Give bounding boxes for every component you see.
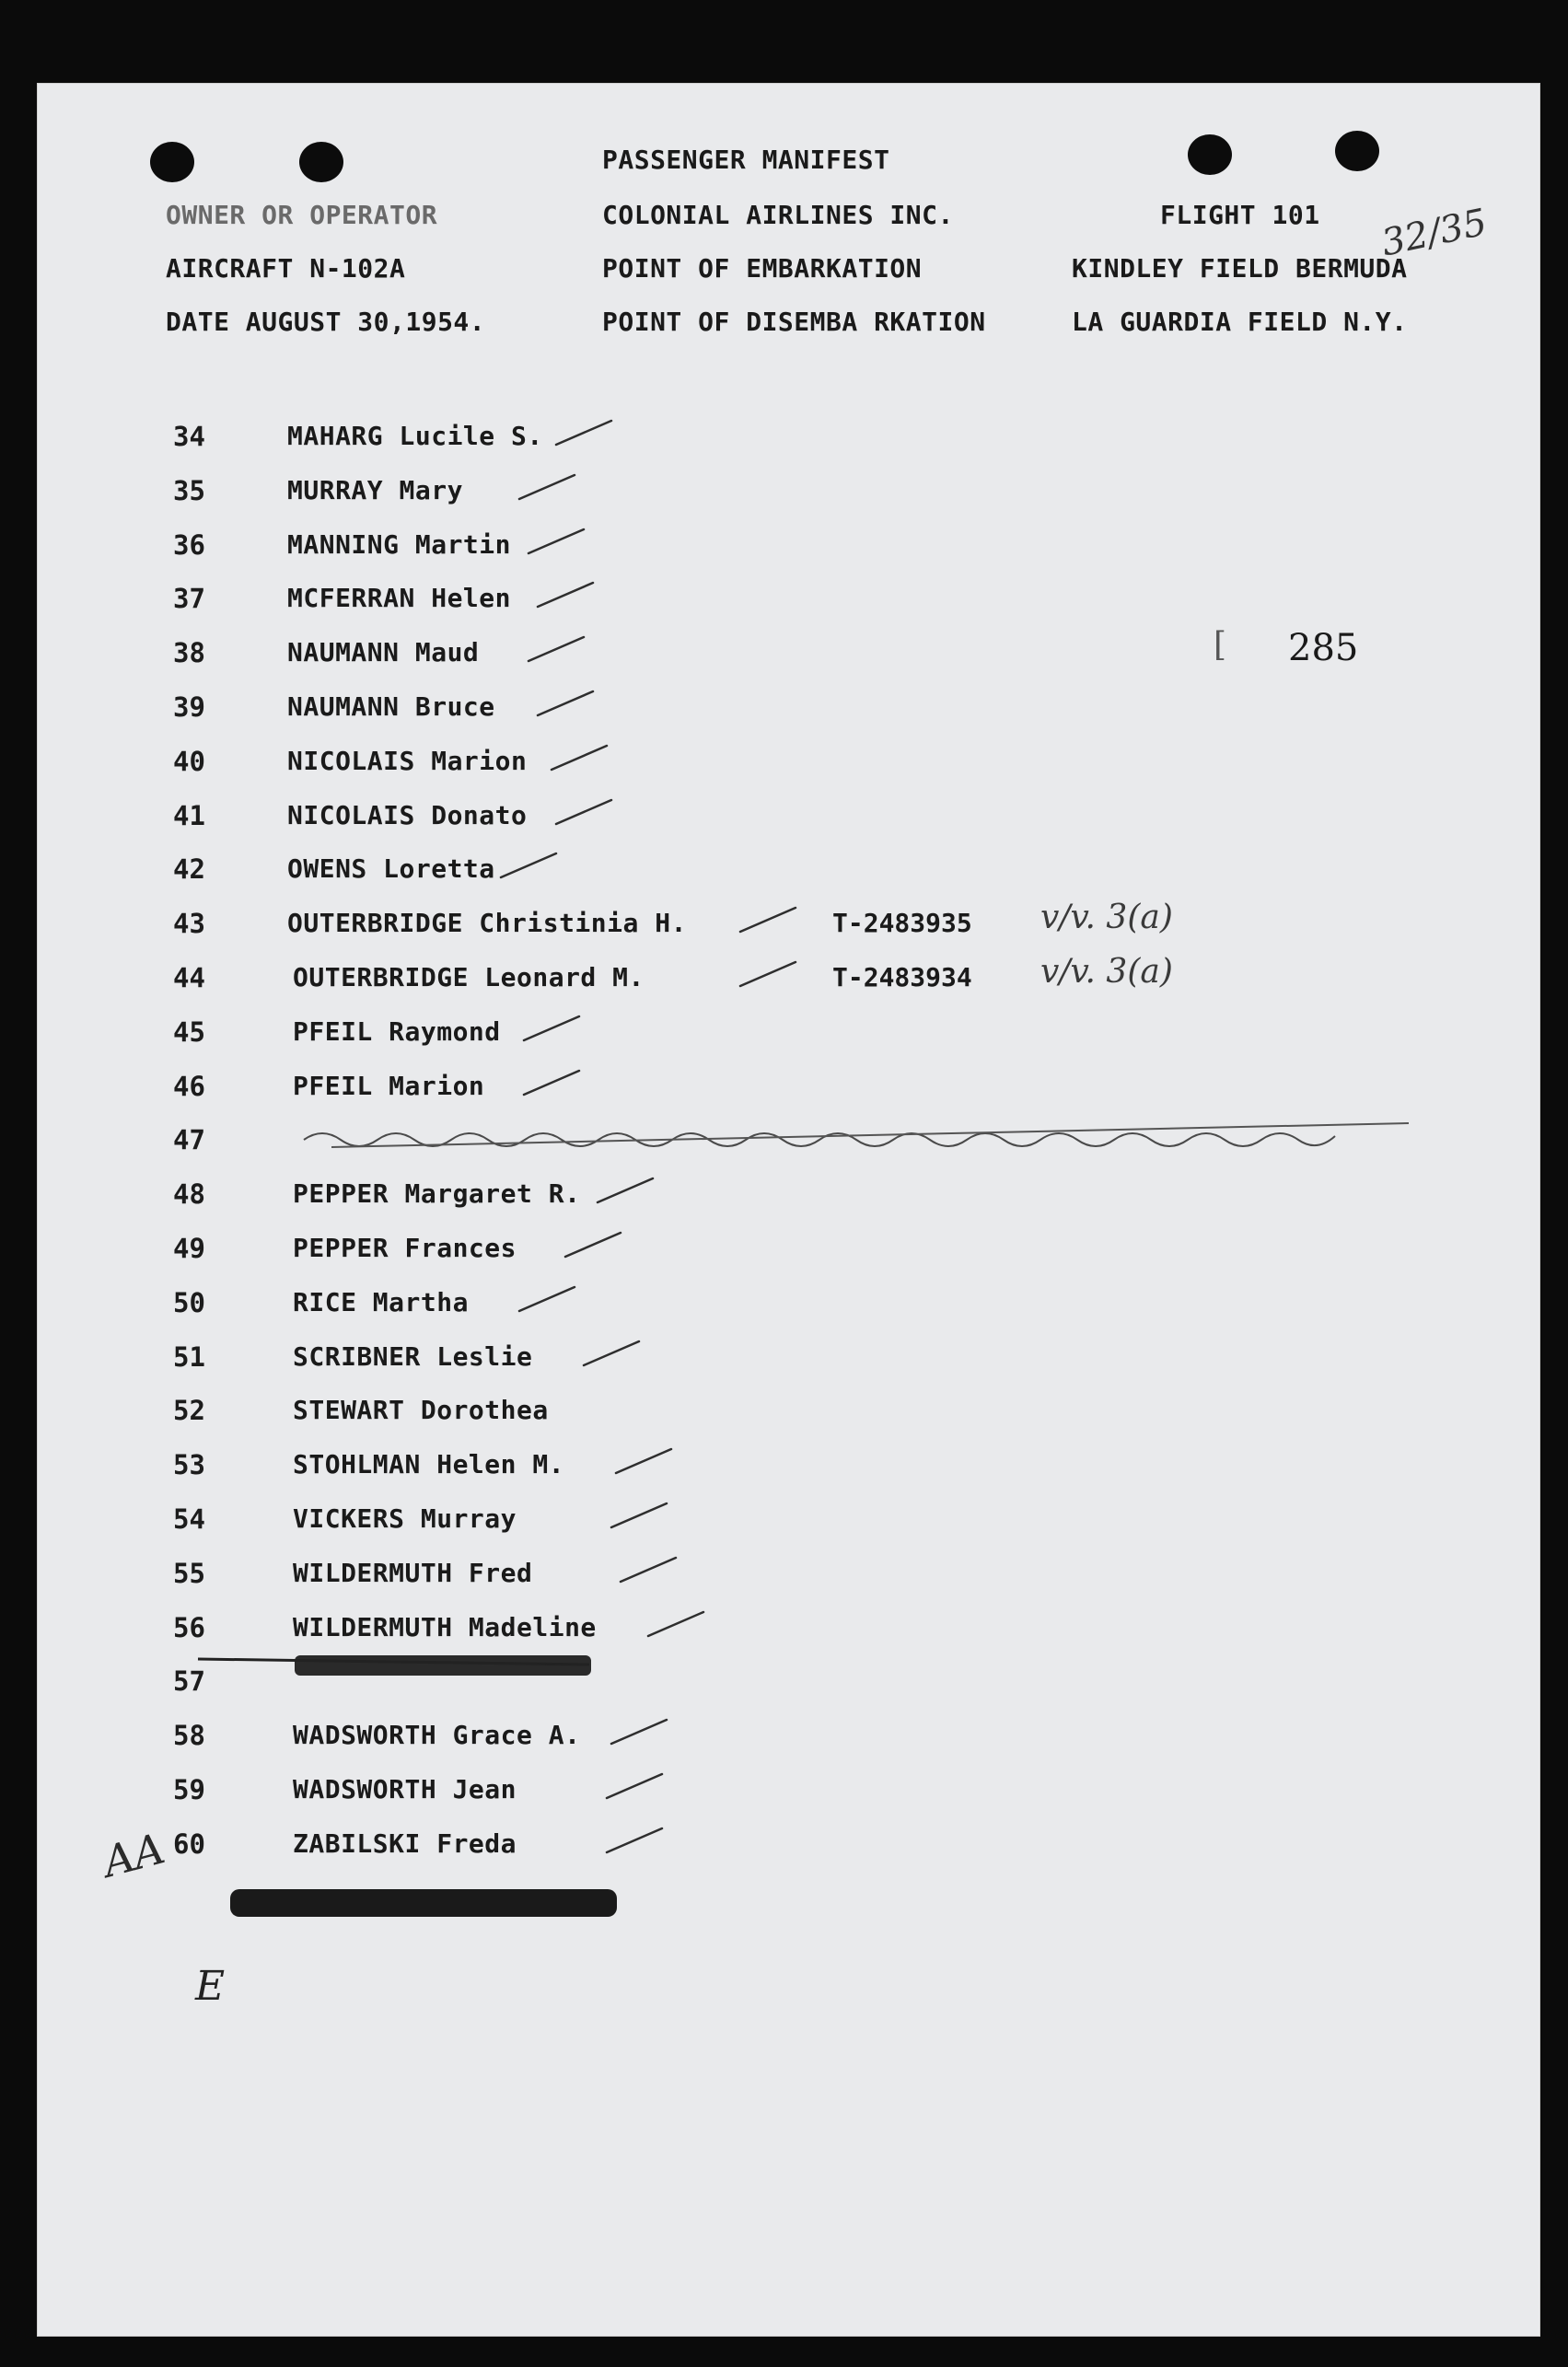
passenger-row [37,421,1540,458]
passenger-name: PFEIL Marion [293,1070,485,1101]
passenger-name: NAUMANN Bruce [287,691,495,722]
visa-note: v/v. 3(a) [1040,899,1173,937]
check-mark-icon [617,1550,681,1587]
passenger-row [37,1720,1540,1757]
passenger-row [37,1178,1540,1215]
passenger-name: NICOLAIS Marion [287,745,528,776]
passenger-name: RICE Martha [293,1286,469,1317]
passenger-row [37,1558,1540,1595]
passenger-number: 42 [173,853,205,886]
passenger-number: 43 [173,908,205,940]
passenger-number: 49 [173,1233,205,1264]
passenger-name: OUTERBRIDGE Christinia H. [287,908,687,939]
passenger-number: 36 [173,528,205,561]
row-61-redaction [230,1889,617,1917]
passenger-number: 53 [173,1449,205,1481]
check-mark-icon [548,738,612,775]
owner-value: COLONIAL AIRLINES INC. [602,200,954,230]
passenger-name: STOHLMAN Helen M. [293,1449,565,1480]
passenger-number: 38 [173,637,205,669]
passenger-number: 55 [173,1557,205,1589]
passenger-row [37,1612,1540,1649]
check-mark-icon [608,1712,672,1749]
passenger-row [37,1016,1540,1053]
check-mark-icon [608,1496,672,1533]
ticket-number: T-2483935 [832,908,972,939]
check-mark-icon [562,1225,626,1262]
passenger-row [37,953,1540,999]
passenger-row [37,853,1540,890]
flight-number: FLIGHT 101 [1160,200,1320,230]
disembarkation-label: POINT OF DISEMBA RKATION [602,307,986,337]
passenger-number: 46 [173,1070,205,1102]
punch-hole [150,142,194,182]
handwritten-corner-note: 32/35 [1377,201,1491,265]
embarkation-value: KINDLEY FIELD BERMUDA [1072,253,1408,284]
passenger-number: 54 [173,1503,205,1535]
passenger-row [37,1828,1540,1865]
passenger-row [37,1233,1540,1270]
check-mark-icon [534,684,598,721]
passenger-row [37,691,1540,728]
passenger-number: 41 [173,799,205,831]
check-mark-icon [516,468,580,505]
passenger-row [37,800,1540,837]
passenger-number: 60 [173,1827,205,1860]
passenger-number: 34 [173,421,205,452]
passenger-name: WADSWORTH Jean [293,1774,517,1804]
passenger-name: VICKERS Murray [293,1503,517,1534]
passenger-number: 51 [173,1340,205,1373]
check-mark-icon [534,575,598,612]
passenger-number: 57 [173,1665,205,1698]
passenger-number: 39 [173,691,205,723]
passenger-name: OUTERBRIDGE Leonard M. [293,962,645,992]
passenger-row [37,529,1540,566]
check-mark-icon [737,955,801,992]
passenger-number: 59 [173,1774,205,1805]
passenger-name: PEPPER Frances [293,1233,517,1263]
passenger-row [37,1124,1540,1161]
check-mark-icon [552,413,617,450]
passenger-number: 40 [173,745,205,777]
passenger-row [37,746,1540,783]
passenger-name: ZABILSKI Freda [293,1827,517,1859]
check-mark-icon [612,1442,677,1479]
check-mark-icon [737,900,801,937]
margin-initials: AA [98,1823,170,1887]
page-number: 285 [1288,627,1359,669]
punch-hole [1335,131,1379,171]
check-mark-icon [603,1821,668,1858]
passenger-number: 58 [173,1720,205,1752]
passenger-number: 52 [173,1395,205,1427]
visa-note: v/v. 3(a) [1040,953,1173,991]
check-mark-icon [497,846,562,883]
passenger-name: PFEIL Raymond [293,1015,501,1047]
passenger-row [37,1395,1540,1432]
flight-date: DATE AUGUST 30,1954. [166,307,486,337]
passenger-row [37,637,1540,674]
passenger-name: SCRIBNER Leslie [293,1340,533,1372]
punch-hole [1188,134,1232,175]
passenger-number: 37 [173,583,205,615]
passenger-name: NAUMANN Maud [287,637,480,668]
ticket-number: T-2483934 [832,962,972,992]
passenger-name: MCFERRAN Helen [287,583,512,614]
passenger-name: MANNING Martin [287,528,512,560]
passenger-row [37,1449,1540,1486]
passenger-row [37,1071,1540,1108]
passenger-name: MURRAY Mary [287,474,463,505]
passenger-row [37,1774,1540,1811]
check-mark-icon [525,522,589,559]
manifest-title: PASSENGER MANIFEST [602,145,890,175]
passenger-number: 44 [173,962,205,993]
passenger-name: STEWART Dorothea [293,1395,549,1426]
passenger-row [37,583,1540,620]
embarkation-label: POINT OF EMBARKATION [602,253,923,284]
manifest-page [37,83,1540,2337]
check-mark-icon [594,1171,658,1208]
passenger-name: PEPPER Margaret R. [293,1178,581,1210]
check-mark-icon [603,1767,668,1804]
passenger-name: WADSWORTH Grace A. [293,1720,581,1751]
passenger-row [37,1665,1540,1702]
passenger-name: NICOLAIS Donato [287,799,528,830]
passenger-number: 35 [173,474,205,506]
check-mark-icon [520,1063,585,1100]
passenger-name: WILDERMUTH Fred [293,1557,533,1588]
margin-mark: E [195,1963,226,2010]
passenger-number: 56 [173,1611,205,1643]
check-mark-icon [580,1334,645,1371]
punch-hole [299,142,343,182]
passenger-row [37,475,1540,512]
passenger-name: OWENS Loretta [287,853,495,885]
check-mark-icon [520,1009,585,1046]
owner-label: OWNER OR OPERATOR [166,200,438,230]
passenger-row [37,1503,1540,1540]
passenger-number: 47 [173,1124,205,1156]
check-mark-icon [525,630,589,667]
check-mark-icon [516,1280,580,1317]
check-mark-icon [645,1605,709,1642]
passenger-number: 50 [173,1286,205,1318]
passenger-number: 45 [173,1015,205,1048]
passenger-name: WILDERMUTH Madeline [293,1611,597,1642]
page-bracket-mark: [ [1214,626,1227,664]
row-57-line [198,1659,589,1665]
passenger-name: MAHARG Lucile S. [287,421,543,451]
passenger-row [37,1341,1540,1378]
passenger-row [37,899,1540,945]
passenger-row [37,1287,1540,1324]
aircraft-registration: AIRCRAFT N-102A [166,253,406,284]
disembarkation-value: LA GUARDIA FIELD N.Y. [1072,307,1408,337]
passenger-number: 48 [173,1178,205,1211]
check-mark-icon [552,793,617,830]
